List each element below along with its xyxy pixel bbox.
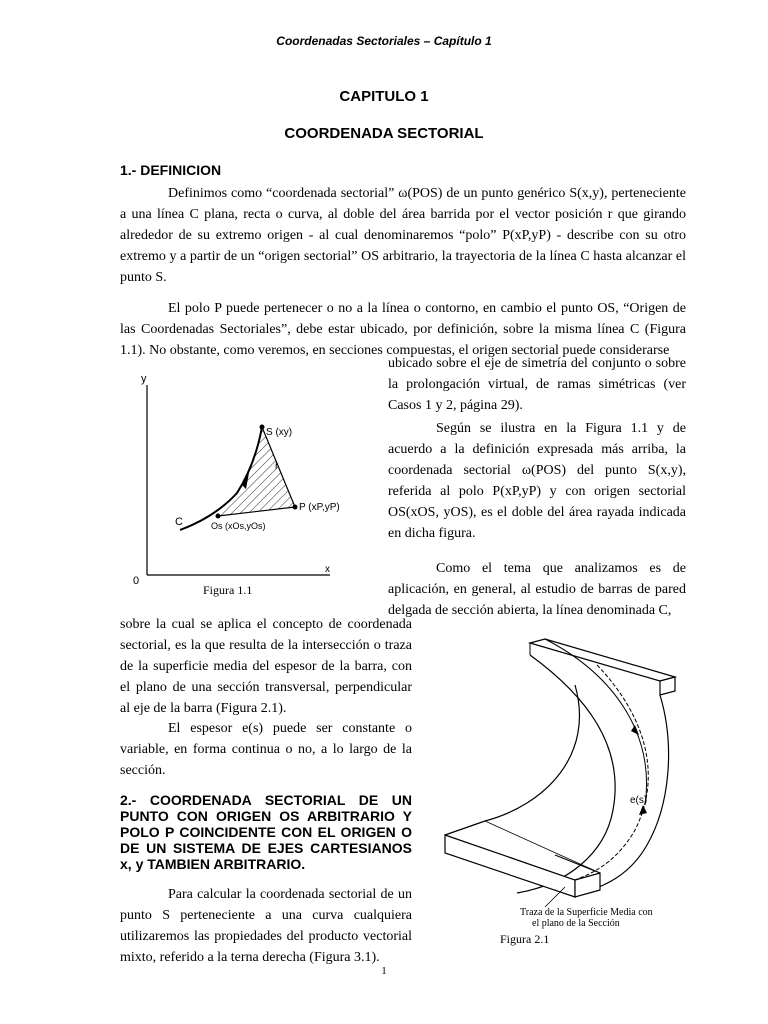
figure-2-1 — [425, 625, 685, 925]
figure-1-1-caption: Figura 1.1 — [203, 583, 253, 597]
fig1-P-label: P (xP,yP) — [299, 502, 340, 513]
hatched-area — [218, 427, 295, 516]
paragraph-polo-cont: ubicado sobre el eje de simetría del conjunto o sobre la prolongación virtual, de ramas simétricas (ver Casos 1 y 2, página 29). — [388, 356, 686, 413]
section-1-heading: 1.- DEFINICION — [120, 162, 222, 178]
paragraph-espesor: El espesor e(s) puede ser constante o variable, en forma continua o no, a lo largo de la sección. — [120, 721, 412, 778]
chapter-heading: CAPITULO 1 — [339, 88, 429, 105]
figure-2-1-caption: Figura 2.1 — [500, 932, 550, 946]
fig1-x-label: x — [325, 564, 330, 575]
page-number: 1 — [381, 965, 387, 977]
paragraph-polo: El polo P puede pertenecer o no a la línea o contorno, en cambio el punto OS, “Origen de las Coordenadas Sectoriales”, debe estar ubicado, por definición, sobre la misma línea C (Figura 1.1). No obstante, como veremos, en secciones compuestas, el origen sectorial puede considerarse — [120, 301, 686, 358]
fig1-C-label: C — [175, 516, 183, 528]
fig2-e-label: e(s) — [630, 795, 648, 806]
paragraph-application: Como el tema que analizamos es de aplicación, en general, al estudio de barras de pared delgada de sección abierta, la línea denominada C, — [388, 561, 686, 618]
fig1-origin-label: 0 — [133, 575, 140, 587]
paragraph-application-cont: sobre la cual se aplica el concepto de coordenada sectorial, es la que resulta de la intersección o traza de la superficie media del espesor de la barra, con el plano de una sección transversal, perpendicular al eje de la barra (Figura 2.1). — [120, 617, 412, 716]
paragraph-definition: Definimos como “coordenada sectorial” ω(POS) de un punto genérico S(x,y), perteneciente a una línea C plana, recta o curva, al doble del área barrida por el vector posición r que girando alrededor de su extremo origen - al cual denominaremos “polo” P(xP,yP) - describe con su otro extremo y a partir de un “origen sectorial” OS arbitrario, la trayectoria de la línea C hasta alcanzar el punto S. — [120, 186, 686, 285]
fig1-y-label: y — [141, 373, 147, 385]
paragraph-figure-ref: Según se ilustra en la Figura 1.1 y de acuerdo a la definición expresada más arriba, la coordenada sectorial ω(POS) del punto S(x,y), referida al polo P(xP,yP) y con origen sectorial OS(xOS, yOS), es el doble del área rayada indicada en dicha figura. — [388, 421, 686, 541]
fig1-Os-label: Os (xOs,yOs) — [211, 521, 266, 531]
figure-1-1 — [125, 365, 345, 605]
chapter-title: COORDENADA SECTORIAL — [284, 125, 484, 142]
running-header: Coordenadas Sectoriales – Capítulo 1 — [276, 34, 492, 48]
fig2-note-line2: el plano de la Sección — [532, 918, 620, 929]
fig2-note-line1: Traza de la Superficie Media con — [520, 907, 653, 918]
paragraph-calculo: Para calcular la coordenada sectorial de un punto S perteneciente a una curva cualquiera utilizaremos las propiedades del producto vectorial mixto, referido a la terna derecha (Figura 3.1). — [120, 887, 412, 965]
fig1-r-label: r — [275, 461, 279, 472]
section-2-heading: 2.- COORDENADA SECTORIAL DE UN PUNTO CON ORIGEN OS ARBITRARIO Y POLO P COINCIDENTE CON EL ORIGEN O DE UN SISTEMA DE EJES CARTESIANOS x, y TAMBIEN ARBITRARIO. — [120, 792, 412, 872]
fig1-S-label: S (xy) — [266, 427, 293, 438]
figure-2-1-note — [520, 907, 653, 929]
